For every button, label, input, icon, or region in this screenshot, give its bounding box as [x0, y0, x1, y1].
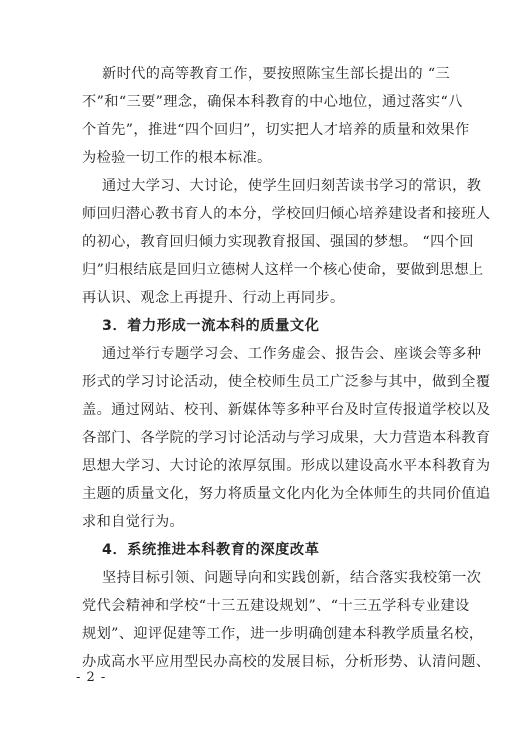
paragraph-4-line-2: 党代会精神和学校“十三五建设规划”、“十三五学科专业建设: [82, 598, 470, 614]
paragraph-1-line-1: 新时代的高等教育工作，要按照陈宝生部长提出的 “三: [102, 66, 451, 82]
paragraph-2-line-3: 的初心，教育回归倾力实现教育报国、强国的梦想。 “四个回: [82, 234, 474, 250]
paragraph-3-line-5: 思想大学习、大讨论的浓厚氛围。形成以建设高水平本科教育为: [82, 458, 491, 474]
paragraph-1-line-2: 不”和“三要”理念，确保本科教育的中心地位，通过落实“八: [82, 94, 463, 110]
paragraph-3-line-1: 通过举行专题学习会、工作务虚会、报告会、座谈会等多种: [102, 346, 482, 362]
paragraph-1-line-4: 为检验一切工作的根本标准。: [82, 150, 272, 166]
paragraph-2-line-4: 归”归根结底是回归立德树人这样一个核心使命，要做到思想上: [82, 262, 484, 278]
paragraph-1-line-3: 个首先”，推进“四个回归”，切实把人才培养的质量和效果作: [82, 122, 470, 138]
paragraph-2-line-1: 通过大学习、大讨论，使学生回归刻苦读书学习的常识，教: [102, 178, 482, 194]
paragraph-3-line-4: 各部门、各学院的学习讨论活动与学习成果，大力营造本科教育: [82, 430, 491, 446]
paragraph-4-line-3: 规划”、迎评促建等工作，进一步明确创建本科教学质量名校，: [82, 626, 484, 642]
paragraph-3-line-6: 主题的质量文化，努力将质量文化内化为全体师生的共同价值追: [82, 486, 491, 502]
paragraph-4-line-4: 办成高水平应用型民办高校的发展目标，分析形势、认清问题、: [82, 654, 491, 670]
section-heading-3: 3．着力形成一流本科的质量文化: [102, 318, 320, 334]
paragraph-4-line-1: 坚持目标引领、问题导向和实践创新，结合落实我校第一次: [102, 570, 482, 586]
paragraph-3-line-3: 盖。通过网站、校刊、新媒体等多种平台及时宣传报道学校以及: [82, 402, 491, 418]
paragraph-3-line-7: 求和自觉行为。: [82, 514, 185, 530]
section-heading-4: 4．系统推进本科教育的深度改革: [102, 542, 320, 558]
paragraph-2-line-5: 再认识、观念上再提升、行动上再同步。: [82, 290, 345, 306]
paragraph-3-line-2: 形式的学习讨论活动，使全校师生员工广泛参与其中，做到全覆: [82, 374, 491, 390]
page-number: - 2 -: [76, 670, 107, 685]
paragraph-2-line-2: 师回归潜心教书育人的本分，学校回归倾心培养建设者和接班人: [82, 206, 491, 222]
